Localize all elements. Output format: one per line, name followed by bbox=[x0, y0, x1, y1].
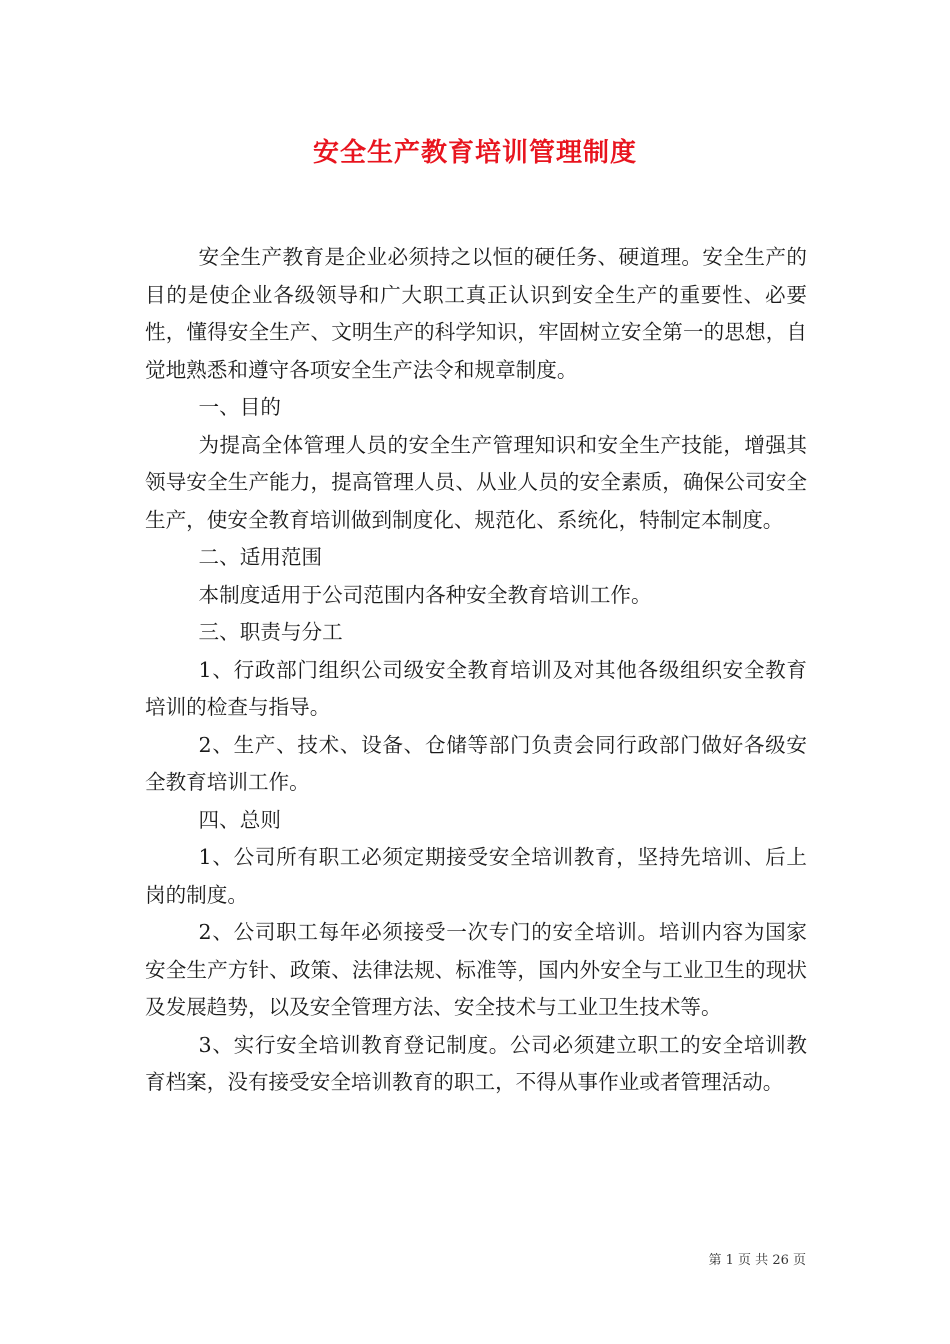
section-heading-purpose: 一、目的 bbox=[198, 395, 281, 419]
document-title: 安全生产教育培训管理制度 bbox=[312, 138, 637, 168]
section-heading-general: 四、总则 bbox=[198, 807, 281, 832]
section-heading-responsibilities: 三、职责与分工 bbox=[198, 620, 343, 644]
paragraph-purpose: 为提高全体管理人员的安全生产管理知识和安全生产技能，增强其领导安全生产能力，提高管理人员、从业人员的安全素质，确保公司安全生产，使安全教育培训做到制度化、规范化、系统化，特制定本制度。 bbox=[145, 432, 807, 532]
paragraph-general-3: 3、实行安全培训教育登记制度。公司必须建立职工的安全培训教育档案，没有接受安全培训教育的职工，不得从事作业或者管理活动。 bbox=[145, 1032, 807, 1094]
document-body bbox=[145, 239, 807, 1102]
paragraph-intro: 安全生产教育是企业必须持之以恒的硬任务、硬道理。安全生产的目的是使企业各级领导和广大职工真正认识到安全生产的重要性、必要性，懂得安全生产、文明生产的科学知识，牢固树立安全第一的思想，自觉地熟悉和遵守各项安全生产法令和规章制度。 bbox=[145, 245, 807, 382]
paragraph-general-2: 2、公司职工每年必须接受一次专门的安全培训。培训内容为国家安全生产方针、政策、法律法规、标准等，国内外安全与工业卫生的现状及发展趋势，以及安全管理方法、安全技术与工业卫生技术等。 bbox=[145, 920, 807, 1019]
paragraph-responsibility-1: 1、行政部门组织公司级安全教育培训及对其他各级组织安全教育培训的检查与指导。 bbox=[145, 657, 807, 719]
paragraph-scope: 本制度适用于公司范围内各种安全教育培训工作。 bbox=[198, 582, 652, 607]
paragraph-general-1: 1、公司所有职工必须定期接受安全培训教育，坚持先培训、后上岗的制度。 bbox=[145, 845, 807, 907]
paragraph-responsibility-2: 2、生产、技术、设备、仓储等部门负责会同行政部门做好各级安全教育培训工作。 bbox=[145, 732, 807, 794]
section-heading-scope: 二、适用范围 bbox=[198, 545, 323, 569]
page-number: 第 1 页 共 26 页 bbox=[708, 1253, 806, 1268]
